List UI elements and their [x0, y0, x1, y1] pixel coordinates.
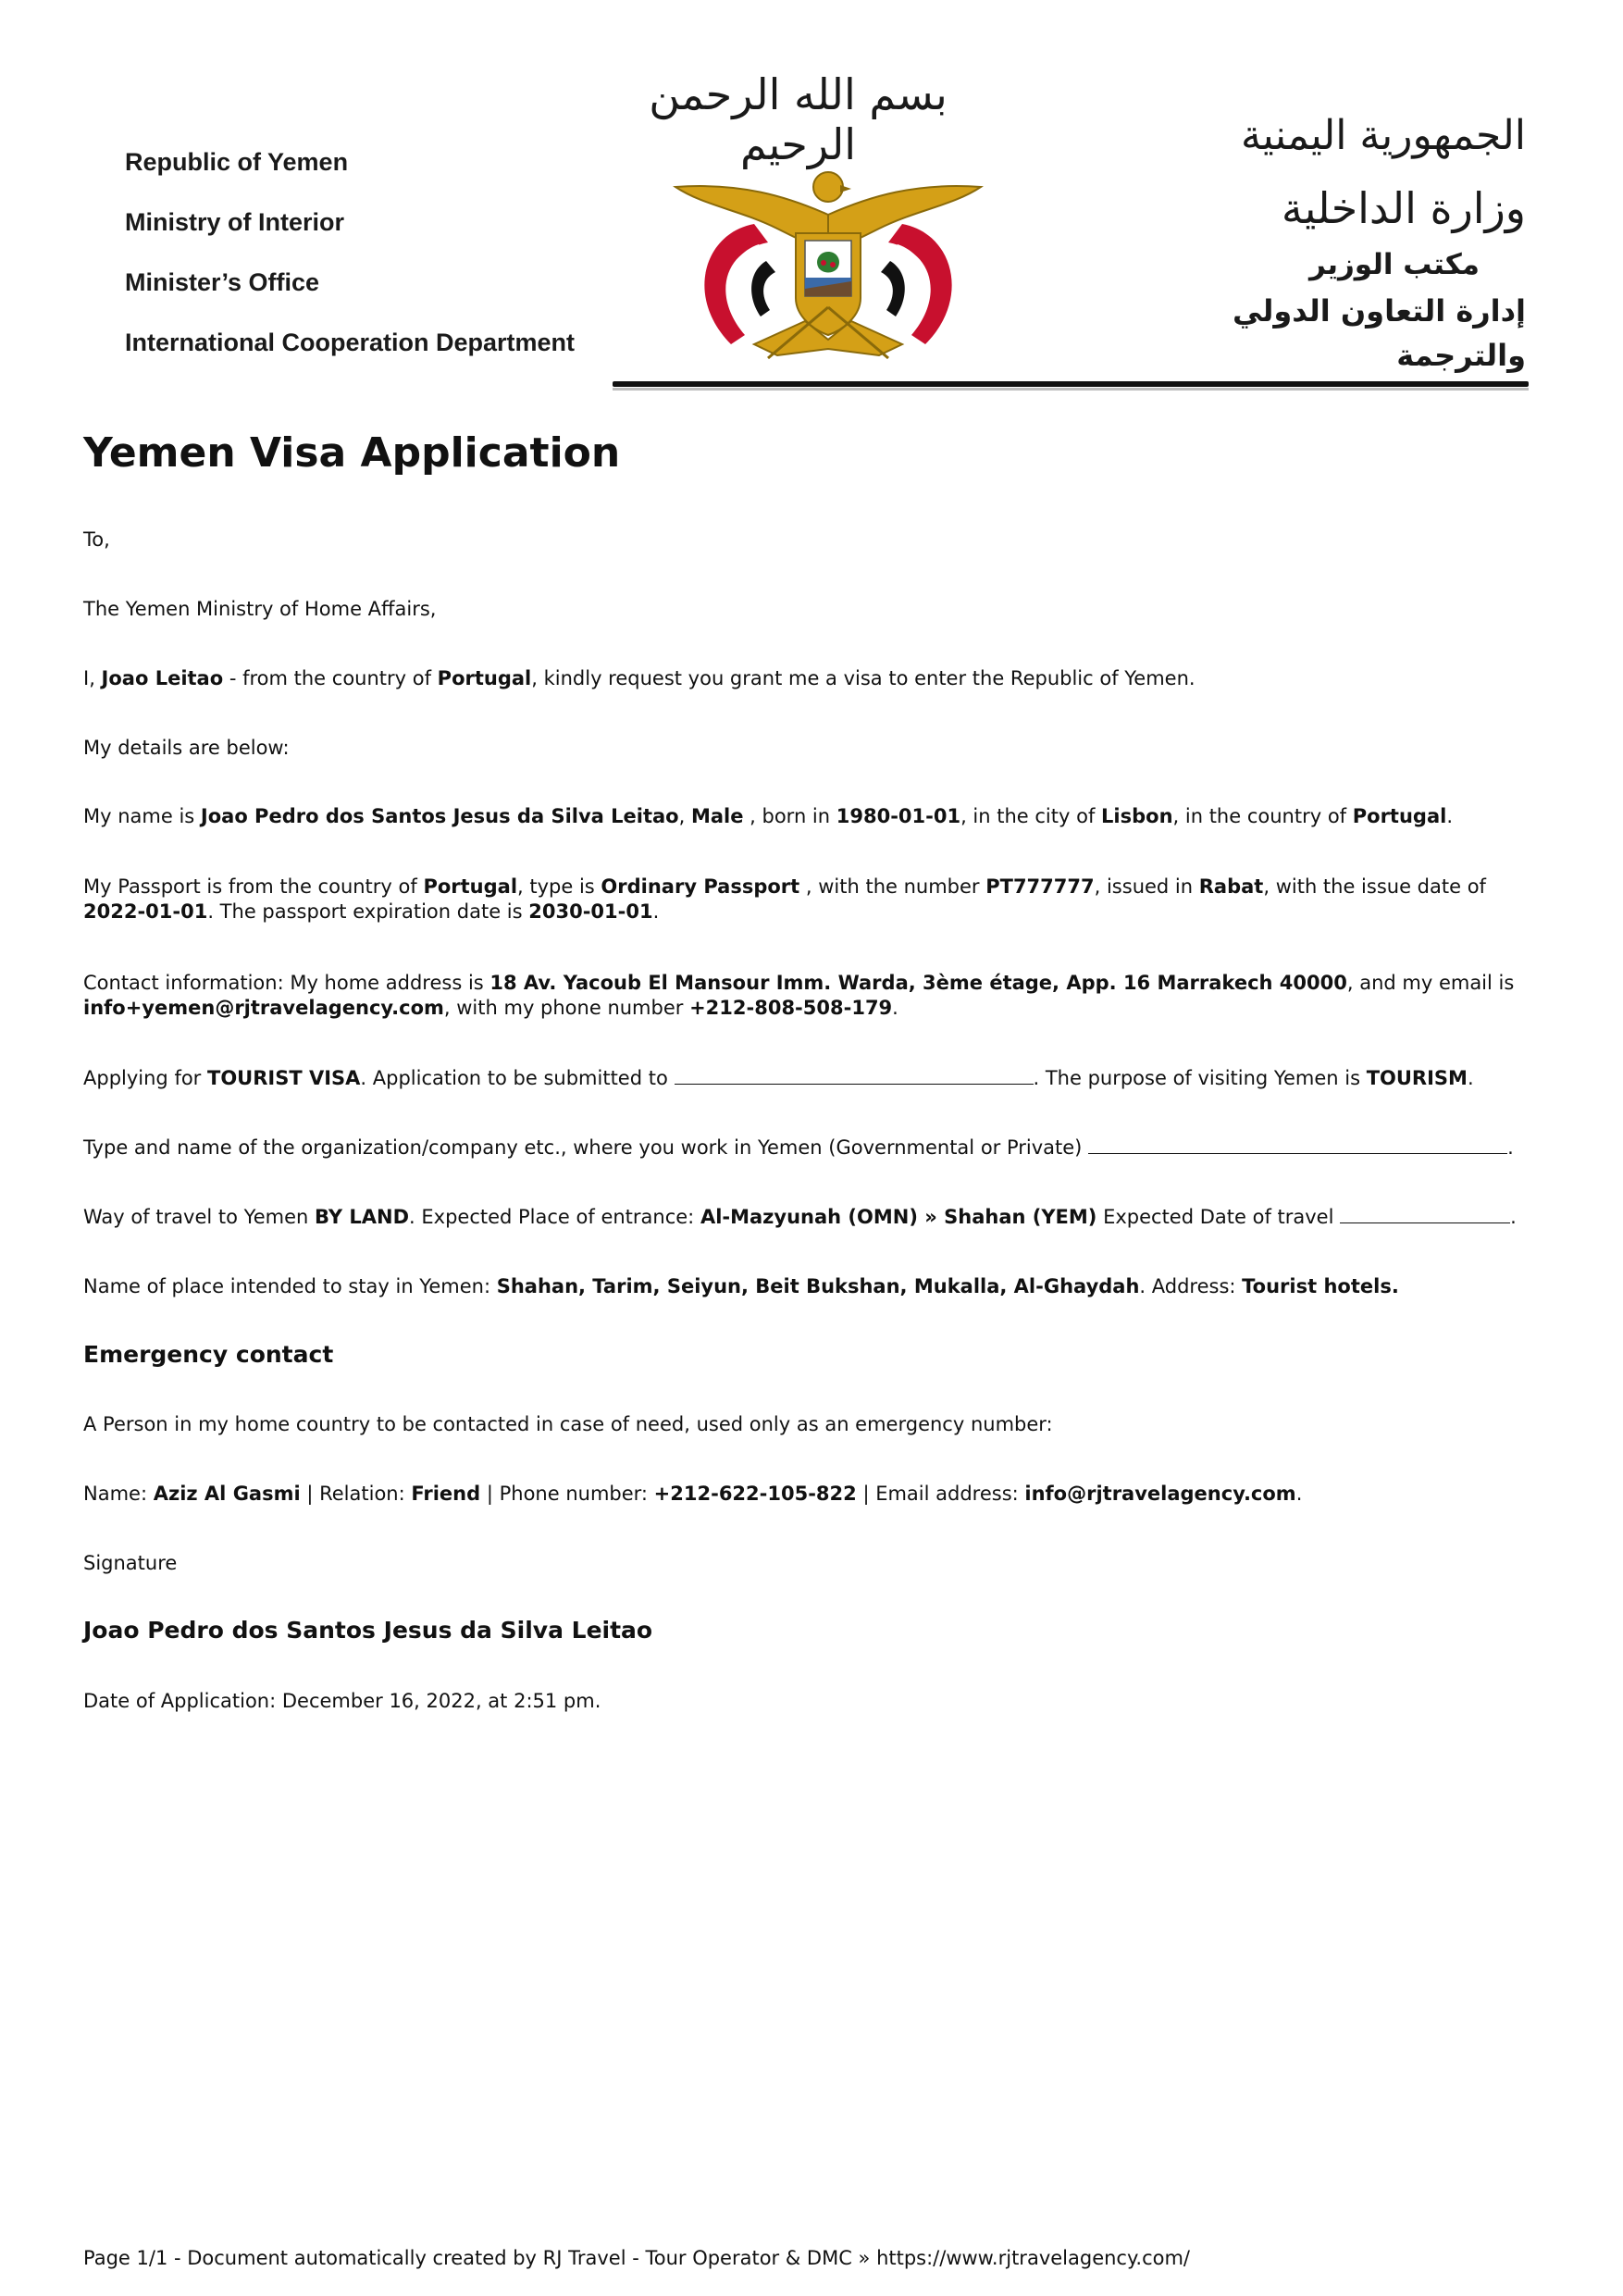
letterhead-english-line: Minister’s Office [125, 268, 320, 296]
applicant-short-name: Joao Leitao [101, 667, 224, 689]
letterhead-arabic-line: إدارة التعاون الدولي والترجمة [1232, 293, 1526, 373]
header-divider [613, 381, 1529, 387]
emergency-relation: Friend [411, 1483, 481, 1505]
stay-places: Shahan, Tarim, Seiyun, Beit Bukshan, Mukalla, Al-Ghaydah [496, 1275, 1140, 1297]
header-divider-shadow [613, 388, 1529, 391]
emergency-name: Aziz Al Gasmi [153, 1483, 301, 1505]
application-date: Date of Application: December 16, 2022, at 2:51 pm. [83, 1690, 601, 1712]
visa-type: TOURIST VISA [207, 1067, 361, 1089]
letter-body [83, 421, 1536, 1712]
passport-number: PT777777 [985, 875, 1095, 898]
signature-name: Joao Pedro dos Santos Jesus da Silva Leitao [83, 1617, 653, 1644]
birth-city: Lisbon [1101, 805, 1173, 827]
applicant-country: Portugal [437, 667, 532, 689]
yemen-emblem-icon [666, 159, 990, 363]
application-details: Applying for TOURIST VISA. Application to be submitted to . The purpose of visiting Yemen is TOURISM. [83, 1067, 1474, 1089]
letterhead-arabic [1137, 104, 1526, 373]
birth-country: Portugal [1352, 805, 1447, 827]
personal-details: My name is Joao Pedro dos Santos Jesus da Silva Leitao, Male , born in 1980-01-01, in the city of Lisbon, in the country of Portugal. [83, 805, 1454, 827]
page-footer: Page 1/1 - Document automatically created by RJ Travel - Tour Operator & DMC » https://www.rjtravelagency.com/ [83, 2247, 1191, 2269]
letterhead-english-line: International Cooperation Department [125, 329, 576, 356]
signature-label: Signature [83, 1552, 178, 1574]
salutation-recipient: The Yemen Ministry of Home Affairs, [83, 598, 437, 620]
travel-details: Way of travel to Yemen BY LAND. Expected Place of entrance: Al-Mazyunah (OMN) » Shahan (YEM) Expected Date of travel . [83, 1206, 1517, 1228]
letterhead-english [125, 143, 575, 384]
letterhead-arabic-line: مكتب الوزير [1309, 248, 1480, 281]
birth-date: 1980-01-01 [836, 805, 961, 827]
applicant-email: info+yemen@rjtravelagency.com [83, 997, 444, 1019]
letterhead-english-line: Republic of Yemen [125, 148, 349, 176]
applicant-phone: +212-808-508-179 [689, 997, 893, 1019]
organization-details: Type and name of the organization/company etc., where you work in Yemen (Governmental or Private) . [83, 1136, 1514, 1159]
passport-issue-date: 2022-01-01 [83, 900, 208, 923]
passport-expiry-date: 2030-01-01 [528, 900, 653, 923]
visit-purpose: TOURISM [1366, 1067, 1468, 1089]
emergency-description: A Person in my home country to be contacted in case of need, used only as an emergency number: [83, 1413, 1053, 1435]
letterhead [0, 0, 1623, 398]
details-heading: My details are below: [83, 737, 290, 759]
travel-date-blank [1340, 1206, 1510, 1223]
emergency-contact-details: Name: Aziz Al Gasmi | Relation: Friend | Phone number: +212-622-105-822 | Email address: info@rjtravelagency.com. [83, 1483, 1303, 1505]
entrance-place: Al-Mazyunah (OMN) » Shahan (YEM) [700, 1206, 1097, 1228]
full-name: Joao Pedro dos Santos Jesus da Silva Leitao [200, 805, 679, 827]
intro-paragraph: I, Joao Leitao - from the country of Portugal, kindly request you grant me a visa to enter the Republic of Yemen. [83, 667, 1196, 689]
contact-details: Contact information: My home address is 18 Av. Yacoub El Mansour Imm. Warda, 3ème étage, App. 16 Marrakech 40000, and my email is info+yemen@rjtravelagency.com, with my phone number +212-808-508-179. [83, 972, 1515, 1019]
page-title: Yemen Visa Application [83, 429, 621, 477]
passport-type: Ordinary Passport [601, 875, 800, 898]
basmala-calligraphy: بسم الله الرحمن الرحيم [649, 69, 948, 169]
emergency-phone: +212-622-105-822 [653, 1483, 857, 1505]
emergency-heading: Emergency contact [83, 1341, 334, 1368]
salutation-to: To, [83, 528, 110, 551]
emergency-email: info@rjtravelagency.com [1024, 1483, 1296, 1505]
passport-issued-in: Rabat [1198, 875, 1264, 898]
travel-mode: BY LAND [314, 1206, 410, 1228]
stay-details: Name of place intended to stay in Yemen: Shahan, Tarim, Seiyun, Beit Bukshan, Mukalla, Al-Ghaydah. Address: Tourist hotels. [83, 1275, 1399, 1297]
submitted-to-blank [675, 1067, 1034, 1085]
passport-country: Portugal [423, 875, 518, 898]
letterhead-arabic-line: وزارة الداخلية [1281, 183, 1526, 233]
home-address: 18 Av. Yacoub El Mansour Imm. Warda, 3ème étage, App. 16 Marrakech 40000 [489, 972, 1347, 994]
letterhead-english-line: Ministry of Interior [125, 208, 345, 236]
organization-blank [1088, 1136, 1507, 1154]
stay-address: Tourist hotels. [1242, 1275, 1399, 1297]
passport-details: My Passport is from the country of Portugal, type is Ordinary Passport , with the number PT777777, issued in Rabat, with the issue date of 2022-01-01. The passport expiration date is 2030-01-01. [83, 875, 1486, 923]
gender: Male [690, 805, 744, 827]
letterhead-arabic-line: الجمهورية اليمنية [1240, 112, 1526, 159]
